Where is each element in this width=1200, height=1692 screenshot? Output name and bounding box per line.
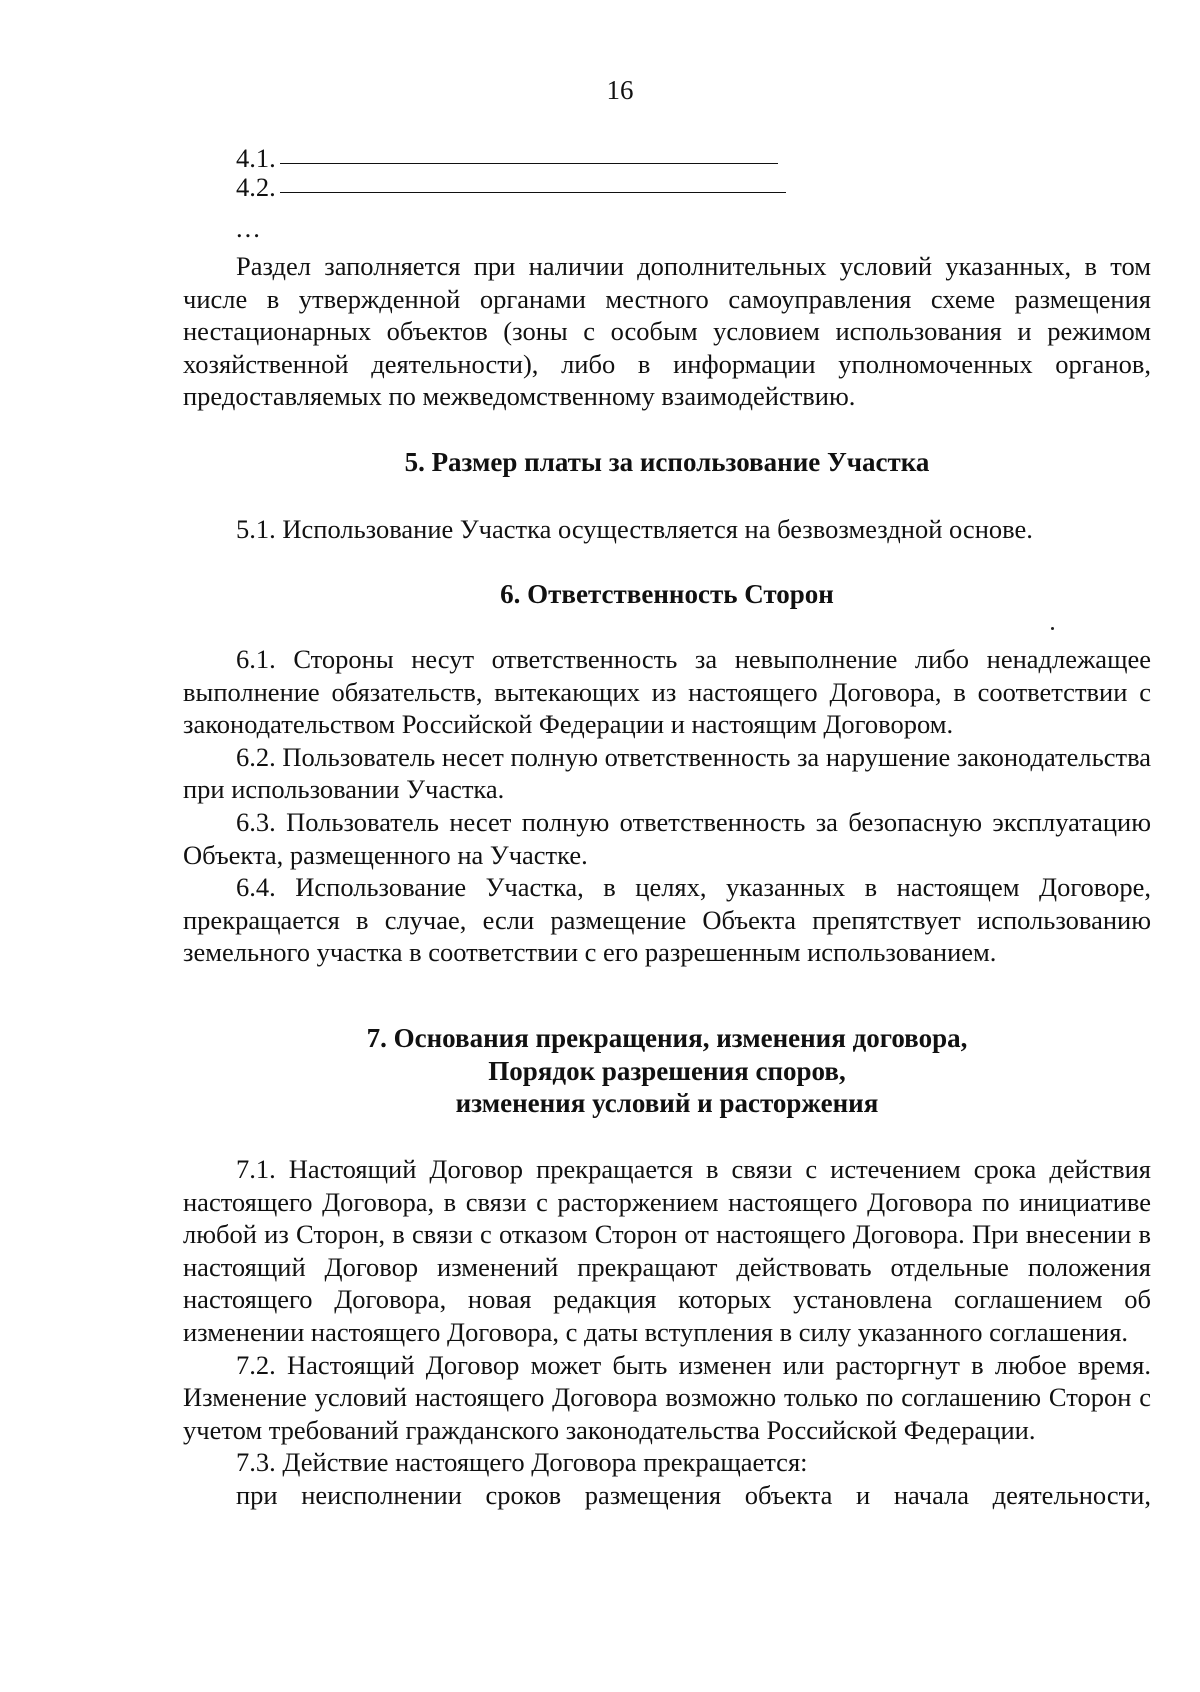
blank-field-4-1: [236, 142, 778, 174]
blank-field-label: 4.1.: [236, 143, 276, 173]
paragraph: при неисполнении сроков размещения объекта и начала деятельности,: [236, 1479, 1151, 1510]
blank-underline: [280, 192, 786, 193]
section-6-heading: [183, 578, 1151, 611]
paragraph: Раздел заполняется при наличии дополнительных условий указанных, в том числе в утвержденной органами местного самоуправления схеме размещения нестационарных объектов (зоны с особым условием использования и режимом хозяйственной деятельности), либо в информации уполномоченных органов, предоставляемых по межведомственному взаимодействию.: [183, 251, 1151, 412]
paragraph: 7.2. Настоящий Договор может быть изменен или расторгнут в любое время. Изменение условий настоящего Договора возможно только по соглашению Сторон с учетом требований гражданского законодательства Российской Федерации.: [183, 1349, 1151, 1445]
heading-line: 7. Основания прекращения, изменения договора,: [366, 1023, 968, 1053]
scan-speck: [1051, 627, 1054, 630]
paragraph: 6.4. Использование Участка, в целях, указанных в настоящем Договоре, прекращается в случае, если размещение Объекта препятствует использованию земельного участка в соответствии с его разрешенным использованием.: [183, 872, 1151, 968]
paragraph: 6.1. Стороны несут ответственность за невыполнение либо ненадлежащее выполнение обязательств, вытекающих из настоящего Договора, в соответствии с законодательством Российской Федерации и настоящим Договором.: [183, 644, 1151, 740]
section-7-body: [183, 1153, 1151, 1512]
paragraph: 6.2. Пользователь несет полную ответственность за нарушение законодательства при использовании Участка.: [183, 741, 1151, 805]
ellipsis: ...: [236, 213, 262, 243]
section-7-heading: [183, 1022, 1151, 1120]
blank-field-label: 4.2.: [236, 172, 276, 202]
heading-line: изменения условий и расторжения: [455, 1088, 879, 1119]
heading-text: 5. Размер платы за использование Участка: [404, 447, 930, 477]
paragraph: 7.3. Действие настоящего Договора прекращается:: [236, 1447, 808, 1478]
section-5-body: [183, 513, 1151, 546]
paragraph: 7.1. Настоящий Договор прекращается в связи с истечением срока действия настоящего Договора, в связи с расторжением настоящего Договора по инициативе любой из Сторон, в связи с отказом Сторон от настоящего Договора. При внесении в настоящий Договор изменений прекращают действовать отдельные положения настоящего Договора, новая редакция которых установлена соглашением об изменении настоящего Договора, с даты вступления в силу указанного соглашения.: [183, 1154, 1151, 1347]
paragraph: 6.3. Пользователь несет полную ответственность за безопасную эксплуатацию Объекта, размещенного на Участке.: [183, 806, 1151, 870]
page-number: 16: [606, 75, 634, 105]
section-6-body: [183, 643, 1151, 969]
section-5-heading: [183, 446, 1151, 479]
heading-text: 6. Ответственность Сторон: [500, 579, 834, 609]
blank-underline: [280, 163, 778, 164]
blank-field-4-2: [236, 171, 786, 203]
paragraph: 5.1. Использование Участка осуществляется на безвозмездной основе.: [236, 514, 1033, 544]
heading-line: Порядок разрешения споров,: [488, 1055, 846, 1086]
section-4-note: [183, 250, 1151, 413]
